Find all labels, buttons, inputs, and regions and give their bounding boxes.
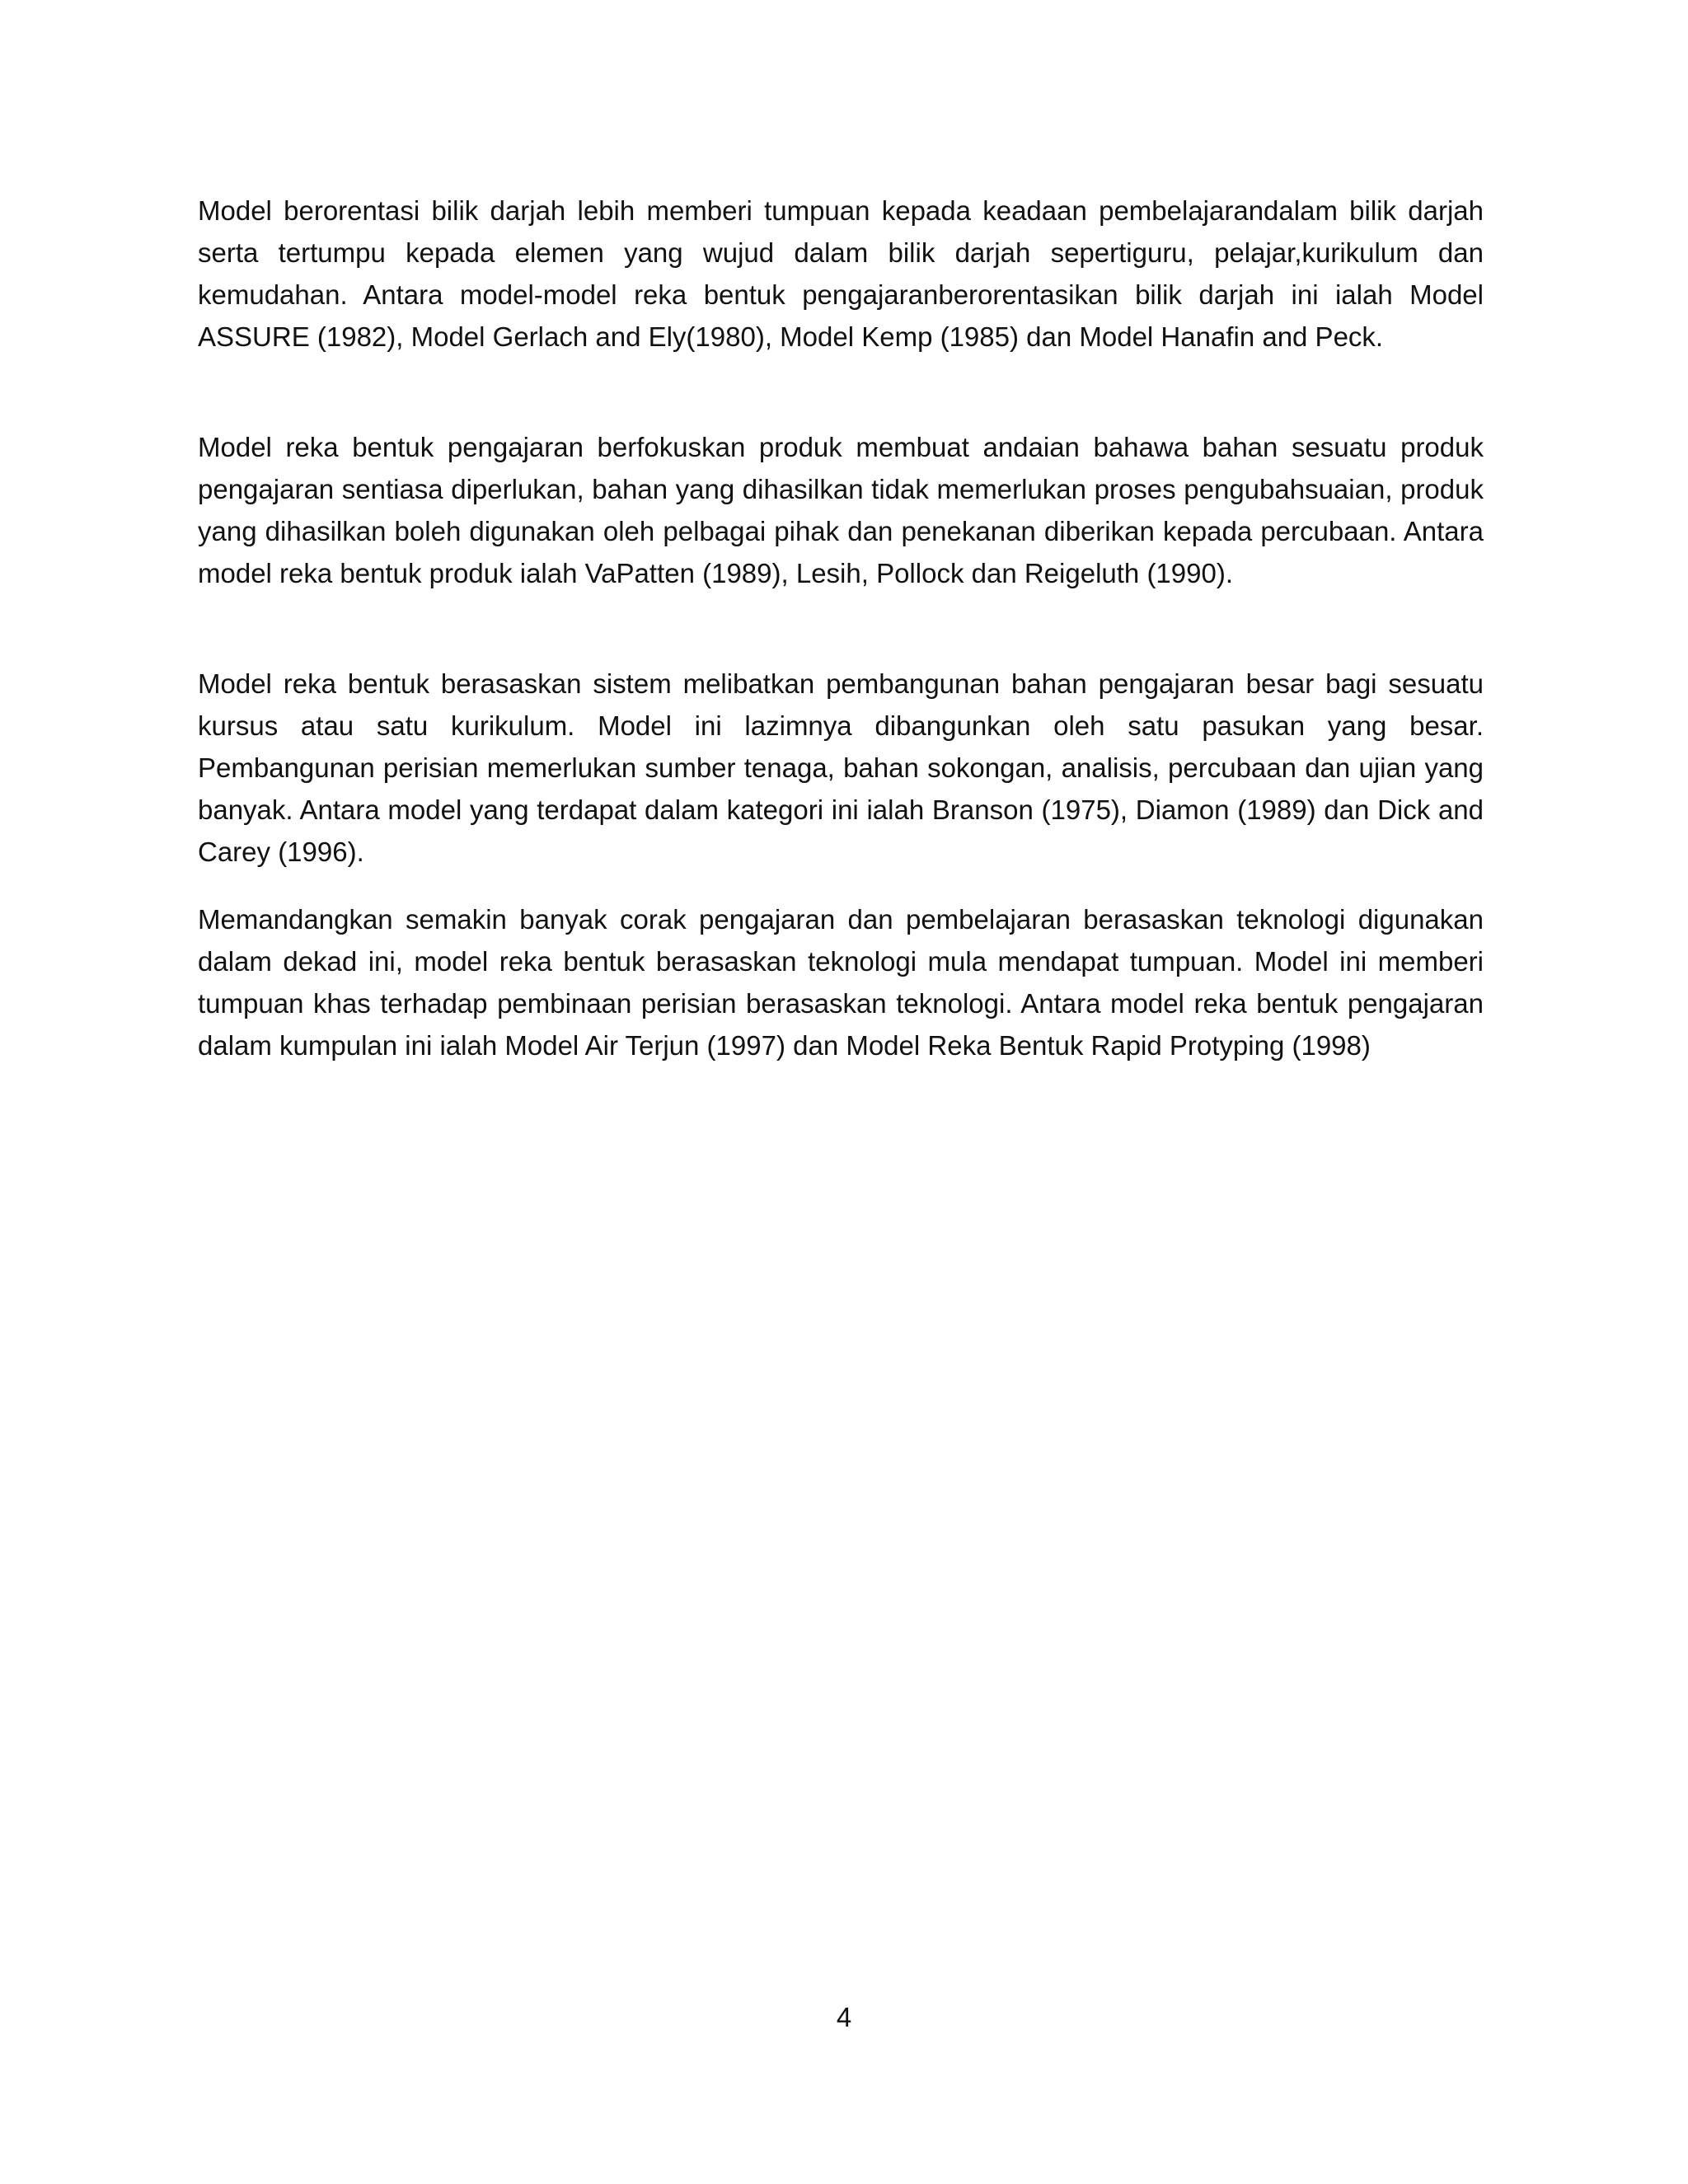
paragraph-technology-models: Memandangkan semakin banyak corak pengajaran dan pembelajaran berasaskan teknologi digunakan dalam dekad ini, model reka bentuk berasaskan teknologi mula mendapat tumpuan. Model ini memberi tumpuan khas terhadap pembinaan perisian berasaskan teknologi. Antara model reka bentuk pengajaran dalam kumpulan ini ialah Model Air Terjun (1997) dan Model Reka Bentuk Rapid Protyping (1998) — [198, 904, 1484, 1061]
paragraph-classroom-models: Model berorentasi bilik darjah lebih memberi tumpuan kepada keadaan pembelajarandalam bilik darjah serta tertumpu kepada elemen yang wujud dalam bilik darjah sepertiguru, pelajar,kurikulum dan kemudahan. Antara model-model reka bentuk pengajaranberorentasikan bilik darjah ini ialah Model ASSURE (1982), Model Gerlach and Ely(1980), Model Kemp (1985) dan Model Hanafin and Peck. — [198, 195, 1484, 352]
paragraph-product-models: Model reka bentuk pengajaran berfokuskan produk membuat andaian bahawa bahan sesuatu produk pengajaran sentiasa diperlukan, bahan yang dihasilkan tidak memerlukan proses pengubahsuaian, produk yang dihasilkan boleh digunakan oleh pelbagai pihak dan penekanan diberikan kepada percubaan. Antara model reka bentuk produk ialah VaPatten (1989), Lesih, Pollock dan Reigeluth (1990). — [198, 432, 1484, 588]
paragraph-system-models: Model reka bentuk berasaskan sistem melibatkan pembangunan bahan pengajaran besar bagi sesuatu kursus atau satu kurikulum. Model ini lazimnya dibangunkan oleh satu pasukan yang besar. Pembangunan perisian memerlukan sumber tenaga, bahan sokongan, analisis, percubaan dan ujian yang banyak. Antara model yang terdapat dalam kategori ini ialah Branson (1975), Diamon (1989) dan Dick and Carey (1996). — [198, 668, 1484, 867]
document-body — [198, 190, 1484, 1066]
page-number: 4 — [836, 2002, 852, 2032]
